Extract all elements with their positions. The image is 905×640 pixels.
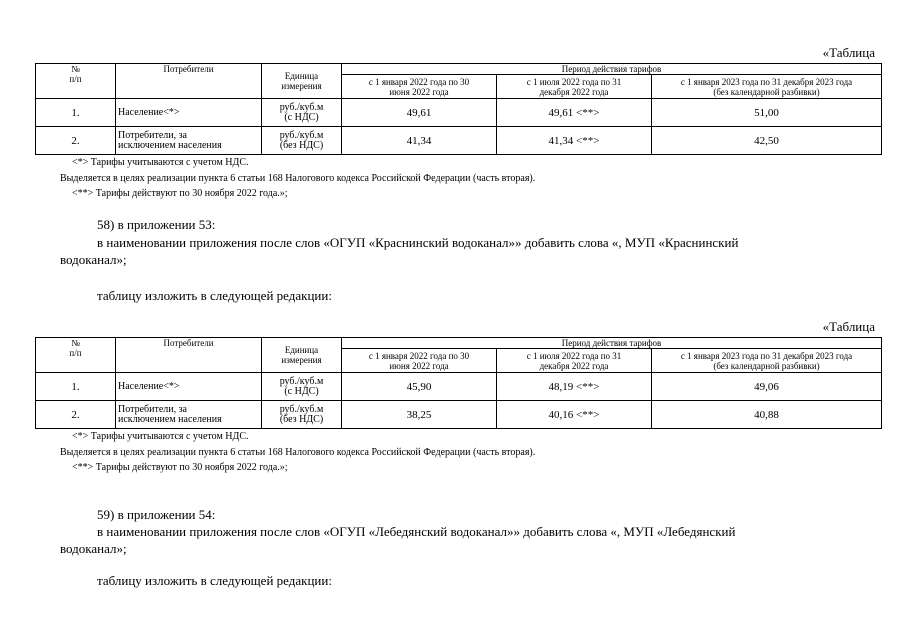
footnote-validity: <**> Тарифы действуют по 30 ноября 2022 года.»; — [72, 462, 288, 473]
row-value-1: 38,25 — [342, 401, 497, 429]
table-row — [36, 127, 882, 155]
table-label: «Таблица — [822, 45, 875, 60]
footnote-vat-included: <*> Тарифы учитываются с учетом НДС. — [72, 157, 249, 168]
row-consumer: Население<*> — [116, 373, 262, 401]
section-59-title: 59) в приложении 54: — [97, 507, 216, 522]
table-row — [36, 373, 882, 401]
footnote-tax-code: Выделяется в целях реализации пункта 6 статьи 168 Налогового кодекса Российской Федерации (часть вторая). — [60, 173, 536, 184]
row-unit: руб./куб.м (без НДС) — [262, 127, 342, 155]
section-58-title: 58) в приложении 53: — [97, 217, 216, 232]
header-period-3: с 1 января 2023 года по 31 декабря 2023 года (без календарной разбивки) — [652, 75, 882, 99]
header-num: № п/п — [36, 64, 116, 99]
tariff-table-2 — [35, 337, 882, 429]
row-consumer: Потребители, за исключением населения — [116, 401, 262, 429]
row-value-2: 41,34 <**> — [497, 127, 652, 155]
row-value-1: 41,34 — [342, 127, 497, 155]
row-value-3: 49,06 — [652, 373, 882, 401]
row-unit: руб./куб.м (с НДС) — [262, 99, 342, 127]
row-num: 1. — [36, 99, 116, 127]
footnote-tax-code: Выделяется в целях реализации пункта 6 статьи 168 Налогового кодекса Российской Федерации (часть вторая). — [60, 447, 536, 458]
section-59-text: в наименовании приложения после слов «ОГУП «Лебедянский водоканал»» добавить слова «, МУП «Лебедянский — [97, 524, 736, 539]
table-row — [36, 99, 882, 127]
row-value-3: 51,00 — [652, 99, 882, 127]
row-value-2: 40,16 <**> — [497, 401, 652, 429]
footnote-vat-included: <*> Тарифы учитываются с учетом НДС. — [72, 431, 249, 442]
section-58-text: в наименовании приложения после слов «ОГУП «Краснинский водоканал»» добавить слова «, МУП «Краснинский — [97, 235, 739, 250]
header-consumers: Потребители — [116, 64, 262, 99]
row-value-2: 48,19 <**> — [497, 373, 652, 401]
row-value-3: 42,50 — [652, 127, 882, 155]
table-row — [36, 401, 882, 429]
row-value-1: 49,61 — [342, 99, 497, 127]
header-unit: Единица измерения — [262, 338, 342, 373]
header-period: Период действия тарифов — [342, 64, 882, 75]
section-59-table-intro: таблицу изложить в следующей редакции: — [97, 573, 332, 588]
row-consumer: Потребители, за исключением населения — [116, 127, 262, 155]
footnote-validity: <**> Тарифы действуют по 30 ноября 2022 года.»; — [72, 188, 288, 199]
row-consumer: Население<*> — [116, 99, 262, 127]
row-unit: руб./куб.м (без НДС) — [262, 401, 342, 429]
row-unit: руб./куб.м (с НДС) — [262, 373, 342, 401]
row-value-2: 49,61 <**> — [497, 99, 652, 127]
tariff-table-1 — [35, 63, 882, 155]
row-value-1: 45,90 — [342, 373, 497, 401]
header-num: № п/п — [36, 338, 116, 373]
row-num: 1. — [36, 373, 116, 401]
row-num: 2. — [36, 127, 116, 155]
header-period: Период действия тарифов — [342, 338, 882, 349]
header-period-3: с 1 января 2023 года по 31 декабря 2023 года (без календарной разбивки) — [652, 349, 882, 373]
header-unit: Единица измерения — [262, 64, 342, 99]
section-58-table-intro: таблицу изложить в следующей редакции: — [97, 288, 332, 303]
section-58-text-cont: водоканал»; — [60, 252, 127, 267]
table-label: «Таблица — [822, 319, 875, 334]
header-period-2: с 1 июля 2022 года по 31 декабря 2022 года — [497, 349, 652, 373]
header-period-1: с 1 января 2022 года по 30 июня 2022 года — [342, 75, 497, 99]
row-num: 2. — [36, 401, 116, 429]
header-period-2: с 1 июля 2022 года по 31 декабря 2022 года — [497, 75, 652, 99]
section-59-text-cont: водоканал»; — [60, 541, 127, 556]
header-period-1: с 1 января 2022 года по 30 июня 2022 года — [342, 349, 497, 373]
row-value-3: 40,88 — [652, 401, 882, 429]
header-consumers: Потребители — [116, 338, 262, 373]
